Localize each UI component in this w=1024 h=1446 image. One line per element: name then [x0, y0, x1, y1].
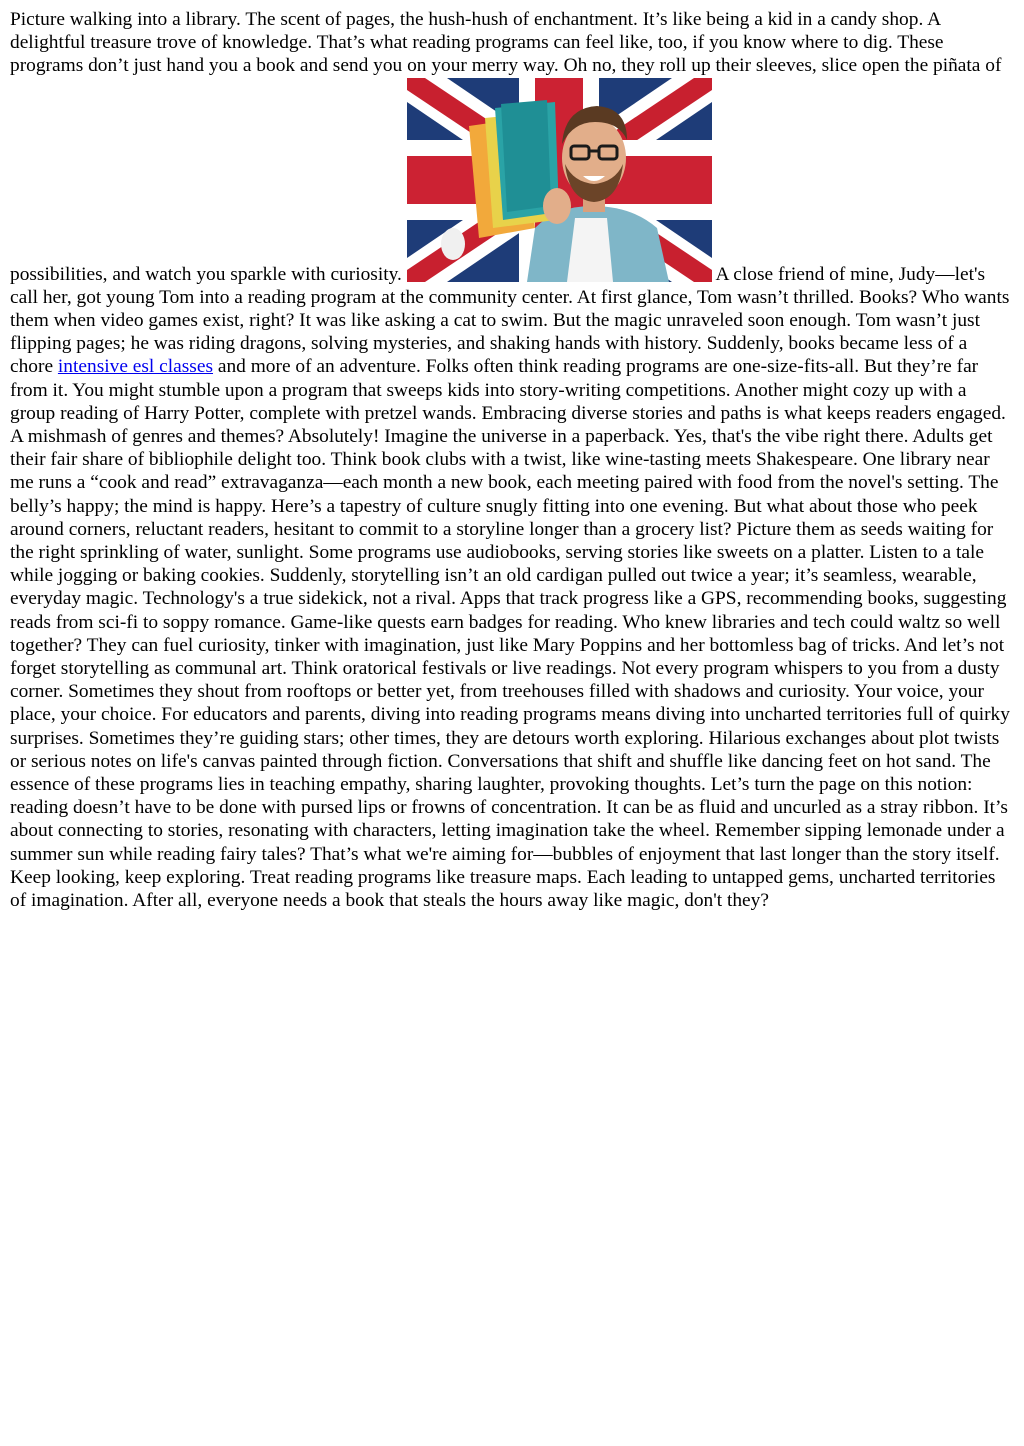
intensive-esl-classes-link[interactable]: intensive esl classes [57, 356, 214, 378]
article-text-part-2: A close friend of mine, Judy—let's call her, got young Tom into a reading program at the community center. At first glance, Tom wasn’t thrilled. Books? Who wants them when video games exist, right? It was like asking a cat to swim. But the magic unraveled soon enough. Tom wasn’t just flipping pages; he was riding dragons, solving mysteries, and shaking hands with history. Suddenly, books became less of a chore [10, 263, 1010, 378]
article-text-part-1: Picture walking into a library. The scent of pages, the hush-hush of enchantment. It’s like being a kid in a candy shop. A delightful treasure trove of knowledge. That’s what reading programs can feel like, too, if you know where to dig. These programs don’t just hand you a book and send you on your merry way. Oh no, they roll up their sleeves, slice open the piñata of possibilities, and watch you sparkle with curiosity. [10, 9, 1002, 285]
man-with-books-photo [407, 78, 712, 282]
article-text-part-3: and more of an adventure. Folks often think reading programs are one-size-fits-all. But they’re far from it. You might stumble upon a program that sweeps kids into story-writing competitions. Another might cozy up with a group reading of Harry Potter, complete with pretzel wands. Embracing diverse stories and paths is what keeps readers engaged. A mishmash of genres and themes? Absolutely! Imagine the universe in a paperback. Yes, that's the vibe right there. Adults get their fair share of bibliophile delight too. Think book clubs with a twist, like wine-tasting meets Shakespeare. One library near me runs a “cook and read” extravaganza—each month a new book, each meeting paired with food from the novel's setting. The belly’s happy; the mind is happy. Here’s a tapestry of culture snugly fitting into one evening. But what about those who peek around corners, reluctant readers, hesitant to commit to a storyline longer than a grocery list? Picture them as seeds waiting for the right sprinkling of water, sunlight. Some programs use audiobooks, serving stories like sweets on a platter. Listen to a tale while jogging or baking cookies. Suddenly, storytelling isn’t an old cardigan pulled out twice a year; it’s seamless, wearable, everyday magic. Technology's a true sidekick, not a rival. Apps that track progress like a GPS, recommending books, suggesting reads from sci-fi to soppy romance. Game-like quests earn badges for reading. Who knew libraries and tech could waltz so well together? They can fuel curiosity, tinker with imagination, just like Mary Poppins and her bottomless bag of tricks. And let’s not forget storytelling as communal art. Think oratorical festivals or live readings. Not every program whispers to you from a dusty corner. Sometimes they shout from rooftops or better yet, from treehouses filled with shadows and curiosity. Your voice, your place, your choice. For educators and parents, diving into reading programs means diving into uncharted territories full of quirky surprises. Sometimes they’re guiding stars; other times, they are detours worth exploring. Hilarious exchanges about plot twists or serious notes on life's canvas painted through fiction. Conversations that shift and shuffle like dancing feet on hot sand. The essence of these programs lies in teaching empathy, sharing laughter, provoking thoughts. Let’s turn the page on this notion: reading doesn’t have to be done with pursed lips or frowns of concentration. It can be as fluid and uncurled as a stray ribbon. It’s about connecting to stories, resonating with characters, letting imagination take the wheel. Remember sipping lemonade under a summer sun while reading fairy tales? That’s what we're aiming for—bubbles of enjoyment that last longer than the story itself. Keep looking, keep exploring. Treat reading programs like treasure maps. Each leading to untapped gems, uncharted territories of imagination. After all, everyone needs a book that steals the hours away like magic, don't they? [10, 356, 1010, 912]
photo-illustration [407, 78, 712, 282]
article-body [10, 8, 1014, 912]
